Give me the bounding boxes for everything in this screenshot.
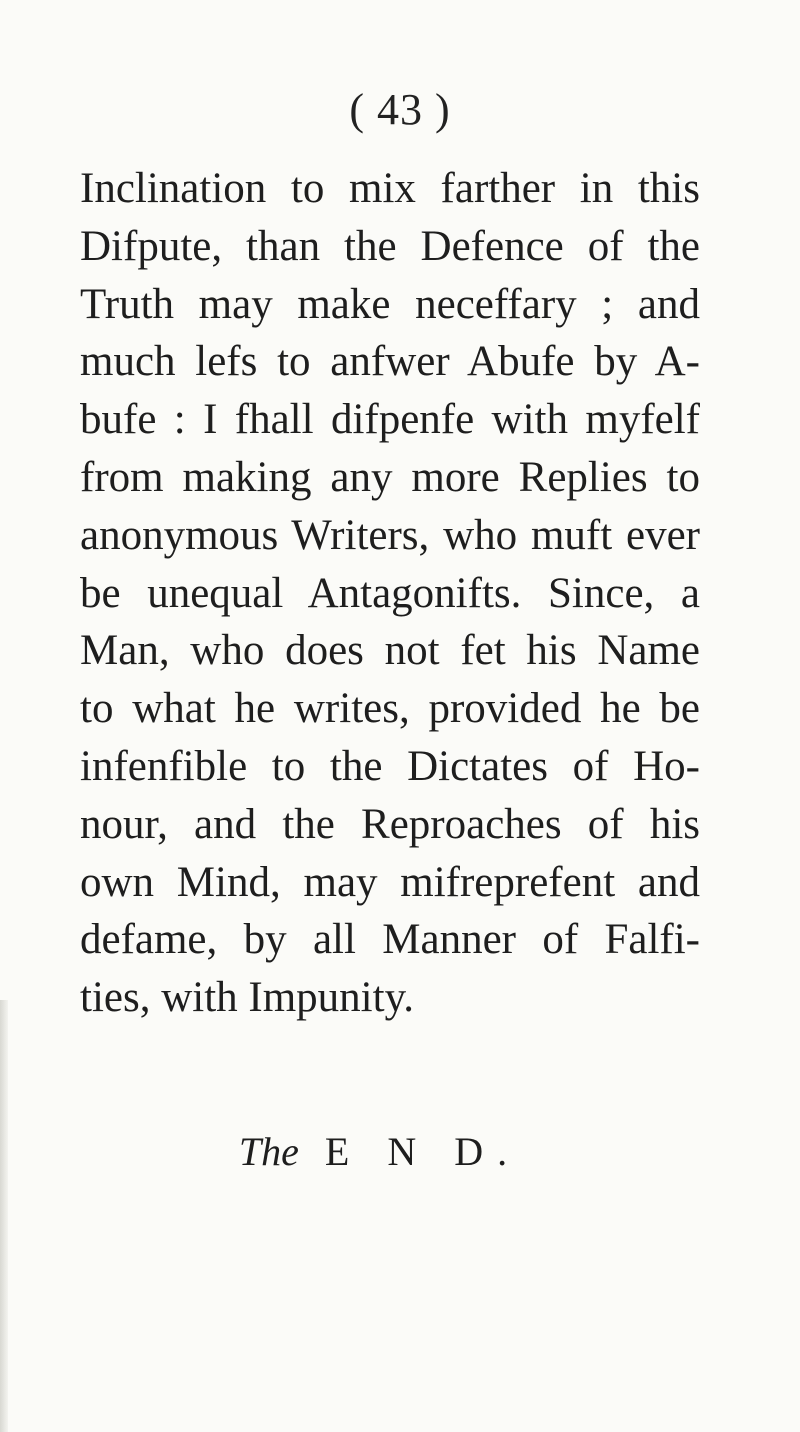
text-line: infenfible to the Dictates of Ho- — [80, 742, 700, 790]
page-number: ( 43 ) — [349, 85, 451, 134]
the-end-the: The — [238, 1129, 299, 1174]
body-paragraph — [80, 160, 700, 1027]
text-line: defame, by all Manner of Falfi- — [80, 916, 700, 964]
text-line: Difpute, than the Defence of the — [80, 222, 700, 270]
text-line: own Mind, may mifreprefent and — [80, 858, 700, 906]
the-end-end: E N D. — [324, 1129, 522, 1174]
text-line: ties, with Impunity. — [80, 974, 415, 1022]
text-line: be unequal Antagonifts. Since, a — [80, 569, 700, 617]
text-line: Truth may make neceffary ; and — [80, 280, 700, 328]
text-line: much lefs to anfwer Abufe by A- — [80, 338, 700, 386]
text-line: Inclination to mix farther in this — [80, 165, 700, 212]
text-line: from making any more Replies to — [80, 453, 700, 501]
text-line: bufe : I fhall difpenfe with myfelf — [80, 396, 700, 444]
binding-edge — [0, 1000, 8, 1432]
text-line: to what he writes, provided he be — [80, 685, 700, 733]
text-line: anonymous Writers, who muft ever — [80, 511, 700, 559]
the-end-colophon — [0, 1128, 800, 1175]
text-line: nour, and the Reproaches of his — [80, 800, 700, 848]
text-line: Man, who does not fet his Name — [80, 627, 700, 675]
